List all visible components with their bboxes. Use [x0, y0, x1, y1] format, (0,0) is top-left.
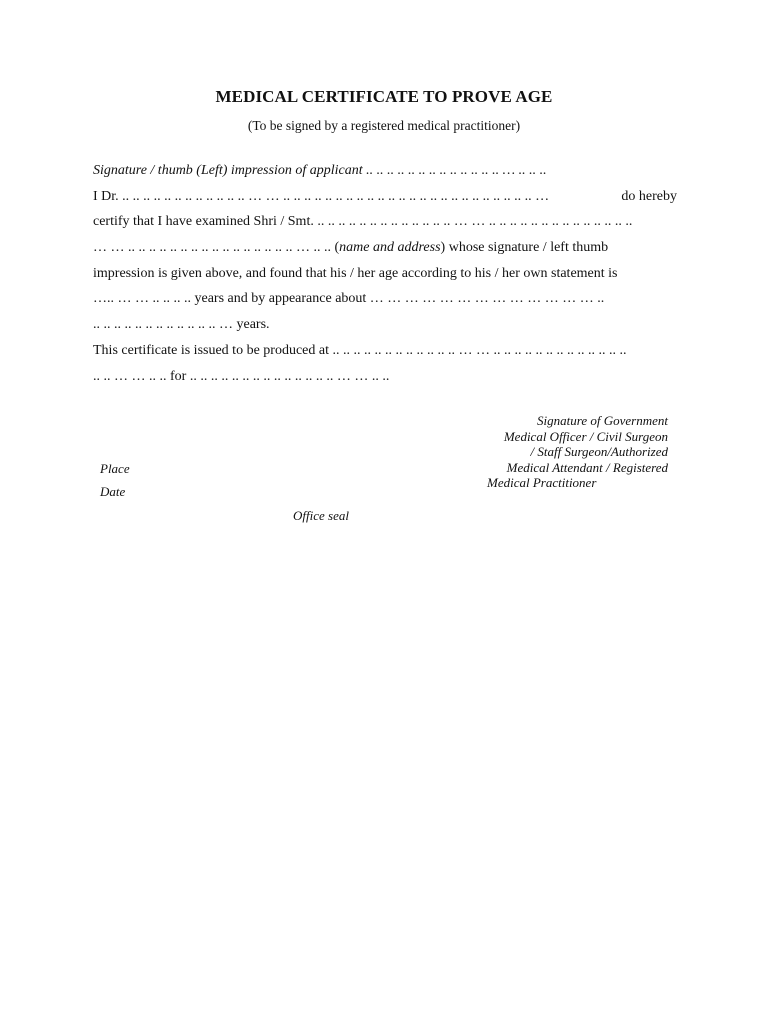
signature-line-3: / Staff Surgeon/Authorized — [530, 444, 668, 460]
impression-statement-line: impression is given above, and found that his / her age according to his / her own statement is — [93, 265, 618, 281]
signature-block — [440, 413, 668, 491]
purpose-line: .. .. … … .. .. for .. .. .. .. .. .. .. .. .. .. .. .. .. .. … … .. .. — [93, 368, 390, 384]
signature-line-5: Medical Practitioner — [487, 475, 597, 491]
date-label: Date — [100, 484, 126, 499]
name-address-dots: … … .. .. .. .. .. .. .. .. .. .. .. .. .. .. .. .. … .. .. ( — [93, 240, 340, 256]
signature-line-2: Medical Officer / Civil Surgeon — [503, 428, 668, 444]
appearance-years-line: .. .. .. .. .. .. .. .. .. .. .. .. … years. — [93, 317, 270, 333]
place-label: Place — [100, 461, 130, 476]
do-hereby-text: do hereby — [621, 188, 677, 204]
doctor-name-line — [93, 184, 677, 210]
doctor-name-text: I Dr. .. .. .. .. .. .. .. .. .. .. .. .. … … .. .. .. .. .. .. .. .. .. .. .. .. .. .. .. .. .. .. .. .. .. .. .. .. … — [93, 188, 550, 204]
name-address-label: name and address — [339, 240, 441, 256]
signature-line-4: Medical Attendant / Registered — [506, 459, 668, 475]
examined-person-line: certify that I have examined Shri / Smt. .. .. .. .. .. .. .. .. .. .. .. .. .. … … .. .. .. .. .. .. .. .. .. .. .. .. .. .. — [93, 214, 633, 230]
certificate-body — [93, 158, 677, 389]
produced-at-line: This certificate is issued to be produced at .. .. .. .. .. .. .. .. .. .. .. .. … … .. .. .. .. .. .. .. .. .. .. .. .. .. — [93, 342, 627, 358]
whose-signature-text: ) whose signature / left thumb — [440, 240, 609, 256]
certificate-subtitle: (To be signed by a registered medical practitioner) — [247, 118, 521, 133]
name-address-line — [93, 235, 677, 261]
age-years-line: ….. … … .. .. .. .. years and by appearance about … … … … … … … … … … … … … .. — [93, 291, 605, 307]
office-seal-label: Office seal — [293, 508, 349, 523]
signature-line-1: Signature of Government — [537, 413, 668, 428]
certificate-title: MEDICAL CERTIFICATE TO PROVE AGE — [215, 87, 553, 106]
applicant-signature-line: Signature / thumb (Left) impression of applicant .. .. .. .. .. .. .. .. .. .. .. .. .. … .. .. .. — [93, 163, 547, 178]
